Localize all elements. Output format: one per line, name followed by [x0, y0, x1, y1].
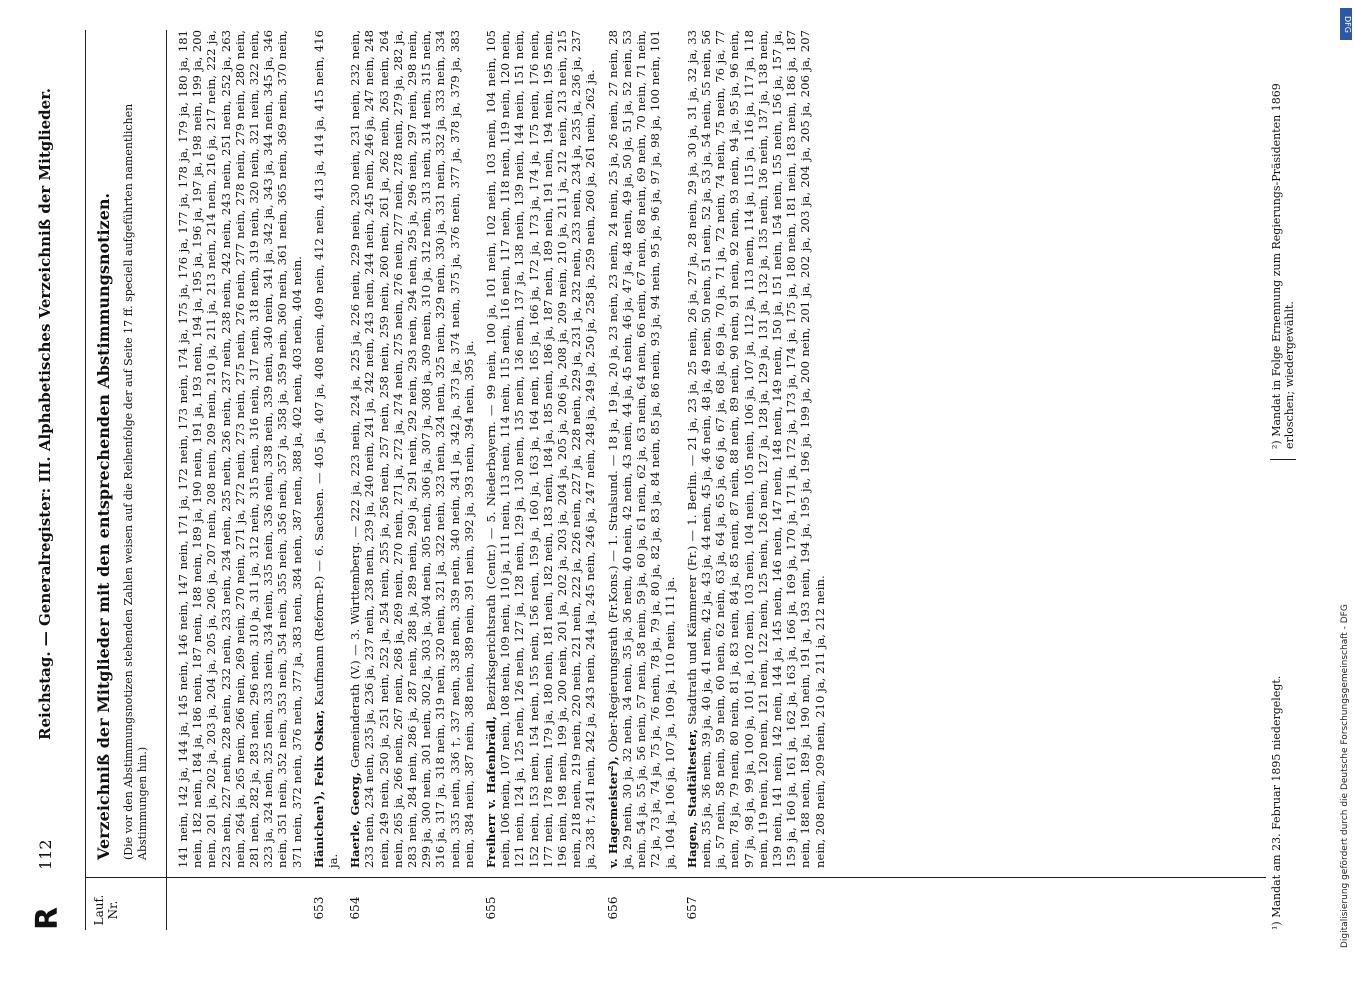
- vote-record: Stadtrath und Kämmerer (Fr.) — 1. Berlin. — 21 ja, 23 ja, 25 nein, 26 ja, 27 ja, 28 nein, 29 ja, 30 ja, 31 ja, 32 ja, 33 nein, 35 ja, 36 nein, 39 ja, 40 ja, 41 nein, 42 ja, 43 ja, 44 nein, 45 ja, 46 nein, 48 ja, 49 nein, 50 nein, 51 nein, 52 ja, 53 ja, 54 nein, 55 nein, 56 ja, 57 nein, 58 nein, 59 nein, 60 nein, 62 nein, 63 ja, 64 ja, 65 ja, 66 ja, 67 ja, 68 ja, 69 ja, 70 ja, 71 ja, 72 nein, 74 nein, 75 nein, 76 ja, 77 nein, 78 ja, 79 nein, 80 nein, 81 ja, 83 nein, 84 ja, 85 nein, 87 nein, 88 nein, 89 nein, 90 nein, 91 nein, 92 nein, 93 nein, 94 ja, 95 ja, 96 nein, 97 ja, 98 ja, 99 ja, 100 ja, 101 ja, 102 nein, 103 nein, 104 nein, 105 nein, 106 ja, 107 ja, 112 ja, 113 nein, 114 ja, 115 ja, 116 ja, 117 ja, 118 nein, 119 nein, 120 nein, 121 nein, 122 nein, 125 nein, 126 nein, 127 ja, 128 ja, 129 ja, 131 ja, 132 ja, 135 nein, 136 nein, 137 ja, 138 nein, 139 nein, 141 nein, 142 nein, 144 ja, 145 nein, 146 nein, 147 nein, 148 nein, 149 nein, 150 ja, 151 nein, 154 nein, 155 nein, 156 ja, 157 ja, 159 ja, 160 ja, 161 ja, 162 ja, 163 ja, 166 ja, 169 ja, 170 ja, 171 ja, 172 ja, 173 ja, 174 ja, 175 ja, 180 nein, 181 nein, 183 nein, 186 ja, 187 nein, 188 nein, 189 ja, 190 nein, 191 ja, 193 nein, 194 ja, 195 ja, 196 ja, 199 ja, 200 nein, 201 ja, 202 ja, 203 ja, 204 ja, 205 ja, 206 ja, 207 nein, 208 nein, 209 nein, 210 ja, 211 ja, 212 nein.: [684, 29, 827, 868]
- footnote-1: ¹) Mandat am 23. Februar 1895 niedergelegt.: [1270, 675, 1283, 930]
- entry-text: [312, 30, 340, 868]
- members-table: [85, 30, 1266, 930]
- entries-list: [176, 30, 835, 930]
- member-name: Hagen, Stadtältester,: [684, 729, 699, 868]
- entry-number: 654: [348, 896, 363, 920]
- vote-record: 141 nein, 142 ja, 144 ja, 145 nein, 146 nein, 147 nein, 171 ja, 172 nein, 173 nein, 174 ja, 175 ja, 176 ja, 177 ja, 178 ja, 179 ja, 180 ja, 181 nein, 182 nein, 184 ja, 186 nein, 187 nein, 188 nein, 189 ja, 190 nein, 191 ja, 193 nein, 194 ja, 195 ja, 196 ja, 197 ja, 198 nein, 199 ja, 200 nein, 201 ja, 202 ja, 203 ja, 204 ja, 205 ja, 206 ja, 207 nein, 208 nein, 209 nein, 210 ja, 211 ja, 213 nein, 214 nein, 216 ja, 217 nein, 222 ja, 223 nein, 227 nein, 228 nein, 232 nein, 233 nein, 234 nein, 235 nein, 236 nein, 237 nein, 238 nein, 242 nein, 243 nein, 251 nein, 252 ja, 263 nein, 264 ja, 265 nein, 266 nein, 269 nein, 270 nein, 271 ja, 272 nein, 273 nein, 275 nein, 276 nein, 277 nein, 278 nein, 279 nein, 280 nein, 281 nein, 282 ja, 283 nein, 296 nein, 310 ja, 311 ja, 312 nein, 315 nein, 316 nein, 317 nein, 318 nein, 319 nein, 320 nein, 321 nein, 322 nein, 323 ja, 324 nein, 325 nein, 333 nein, 334 nein, 335 nein, 336 nein, 338 nein, 339 nein, 340 nein, 341 ja, 342 ja, 343 ja, 344 nein, 345 ja, 346 nein, 351 nein, 352 nein, 353 nein, 354 nein, 355 nein, 356 nein, 357 ja, 358 ja, 359 nein, 360 nein, 361 nein, 365 nein, 369 nein, 370 nein, 371 nein, 372 nein, 376 nein, 377 ja, 383 nein, 384 nein, 387 nein, 388 ja, 402 nein, 403 nein, 404 nein.: [176, 30, 304, 868]
- list-item: [484, 30, 598, 930]
- entry-number: 653: [311, 896, 326, 920]
- dfg-logo: DFG: [1340, 8, 1352, 40]
- digitization-credit: Digitalisierung gefördert durch die Deutsche Forschungsgemeinschaft - DFG: [1340, 604, 1350, 948]
- entry-number: 656: [605, 896, 620, 920]
- register-mark: R: [30, 906, 65, 930]
- page-number: 112: [36, 839, 55, 870]
- member-name: Haerle, Georg,: [348, 772, 363, 868]
- table-title: Verzeichniß der Mitglieder mit den entsprechenden Abstimmungsnotizen.: [94, 192, 113, 860]
- list-item: [312, 30, 340, 930]
- table-header: [86, 30, 167, 930]
- entry-text: [606, 30, 677, 868]
- entry-text: [348, 30, 476, 868]
- col-lfd-nr: Lauf. Nr.: [92, 894, 120, 926]
- vote-record: Kaufmann (Reform-P.) — 6. Sachsen. — 405 ja, 407 ja, 408 nein, 409 nein, 412 nein, 413 ja, 414 ja, 415 nein, 416 ja.: [311, 29, 341, 868]
- page-header: [30, 30, 65, 930]
- entry-number: 655: [484, 896, 499, 920]
- vote-record: Ober-Regierungsrath (Fr.Kons.) — 1. Stralsund. — 18 ja, 19 ja, 20 ja, 23 nein, 23 nein, 24 nein, 25 ja, 26 nein, 27 nein, 28 ja, 29 nein, 30 ja, 32 nein, 34 nein, 35 ja, 36 nein, 40 nein, 42 nein, 43 nein, 44 ja, 45 nein, 46 ja, 47 ja, 48 nein, 49 ja, 50 ja, 51 ja, 52 nein, 53 nein, 54 ja, 55 ja, 56 nein, 57 nein, 58 nein, 59 ja, 60 ja, 61 nein, 62 ja, 63 nein, 64 nein, 66 nein, 67 nein, 68 nein, 69 nein, 70 nein, 71 nein, 72 ja, 73 ja, 74 ja, 75 ja, 76 nein, 78 ja, 79 ja, 80 ja, 82 ja, 83 ja, 84 nein, 85 ja, 86 nein, 93 ja, 94 nein, 95 ja, 96 ja, 97 ja, 98 ja, 100 nein, 101 ja, 104 ja, 106 ja, 107 ja, 109 ja, 110 nein, 111 ja.: [605, 29, 677, 868]
- entry-number: 657: [684, 896, 699, 920]
- list-item: [685, 30, 827, 930]
- member-name: Hänichen¹), Felix Oskar,: [311, 709, 326, 868]
- entry-text: [484, 30, 598, 868]
- vote-record: Gemeinderath (V.) — 3. Württemberg. — 222 ja, 223 nein, 224 ja, 225 ja, 226 nein, 229 nein, 230 nein, 231 nein, 232 nein, 233 nein, 234 nein, 235 ja, 236 ja, 237 nein, 238 nein, 239 ja, 240 nein, 241 ja, 242 nein, 243 nein, 244 nein, 245 nein, 246 ja, 247 nein, 248 nein, 249 nein, 250 ja, 251 nein, 252 ja, 254 nein, 255 ja, 256 nein, 257 nein, 258 nein, 259 nein, 260 nein, 261 ja, 262 nein, 263 nein, 264 nein, 265 ja, 266 nein, 267 nein, 268 ja, 269 nein, 270 nein, 271 ja, 272 ja, 274 nein, 275 nein, 276 nein, 277 nein, 278 nein, 279 ja, 282 ja, 283 nein, 284 nein, 286 ja, 287 nein, 288 ja, 289 nein, 290 ja, 291 nein, 292 nein, 293 nein, 294 nein, 295 ja, 296 nein, 297 nein, 298 nein, 299 ja, 300 nein, 301 nein, 302 ja, 303 ja, 304 nein, 305 nein, 306 ja, 307 ja, 308 ja, 309 nein, 310 ja, 312 nein, 313 nein, 314 nein, 315 nein, 316 ja, 317 ja, 318 nein, 319 nein, 320 nein, 321 ja, 322 nein, 323 nein, 324 nein, 325 nein, 329 nein, 330 ja, 331 nein, 332 ja, 333 nein, 334 nein, 335 nein, 336 †, 337 nein, 338 nein, 339 nein, 340 nein, 341 ja, 342 ja, 373 ja, 374 nein, 375 ja, 376 nein, 377 ja, 378 ja, 379 ja, 383 nein, 384 nein, 387 nein, 388 nein, 389 nein, 391 nein, 392 ja, 393 nein, 394 nein, 395 ja.: [348, 29, 476, 868]
- member-name: Freiherr v. Hafenbrädl,: [484, 715, 499, 868]
- list-item: [606, 30, 677, 930]
- footnote-2: ²) Mandat in Folge Ernennung zum Regierungs-Präsidenten 1869 erloschen; wiedergewählt.: [1270, 29, 1296, 460]
- member-name: v. Hagemeister²),: [605, 756, 620, 868]
- vote-record: Bezirksgerichtsrath (Centr.) — 5. Niederbayern. — 99 nein, 100 ja, 101 nein, 102 nein, 103 nein, 104 nein, 105 nein, 106 nein, 107 nein, 108 nein, 109 nein, 110 ja, 111 nein, 113 nein, 114 nein, 115 nein, 116 nein, 117 nein, 118 nein, 119 nein, 120 nein, 121 nein, 124 ja, 125 nein, 126 nein, 127 ja, 128 nein, 129 ja, 130 nein, 135 nein, 136 nein, 137 ja, 138 nein, 139 nein, 144 nein, 151 nein, 152 nein, 153 nein, 154 nein, 155 nein, 156 nein, 159 ja, 160 ja, 163 ja, 164 nein, 165 ja, 166 ja, 172 ja, 173 ja, 174 ja, 175 nein, 176 nein, 177 nein, 178 nein, 179 ja, 180 nein, 181 nein, 182 nein, 183 nein, 184 ja, 185 nein, 186 ja, 187 nein, 189 nein, 191 nein, 194 nein, 195 nein, 196 nein, 198 nein, 199 ja, 200 nein, 201 ja, 202 ja, 203 ja, 204 ja, 205 ja, 206 ja, 208 ja, 209 nein, 210 ja, 211 ja, 212 nein, 213 nein, 215 nein, 218 nein, 219 nein, 220 nein, 221 nein, 222 ja, 226 nein, 227 ja, 228 nein, 229 ja, 231 ja, 232 nein, 233 nein, 234 ja, 235 ja, 236 ja, 237 ja, 238 †, 241 nein, 242 ja, 243 nein, 244 ja, 245 nein, 246 ja, 247 nein, 248 ja, 249 ja, 250 ja, 258 ja, 259 nein, 260 ja, 261 nein, 262 ja.: [484, 30, 598, 868]
- table-note: (Die vor den Abstimmungsnotizen stehenden Zahlen weisen auf die Reihenfolge der auf Seite 17 ff. speciell aufgeführten namentlichen Abstimmungen hin.): [122, 103, 149, 860]
- list-item: [176, 30, 304, 930]
- entry-text: [176, 30, 304, 868]
- list-item: [348, 30, 476, 930]
- running-title: Reichstag. — Generalregister: III. Alphabetisches Verzeichniß der Mitglieder.: [36, 88, 54, 740]
- entry-text: [685, 30, 827, 868]
